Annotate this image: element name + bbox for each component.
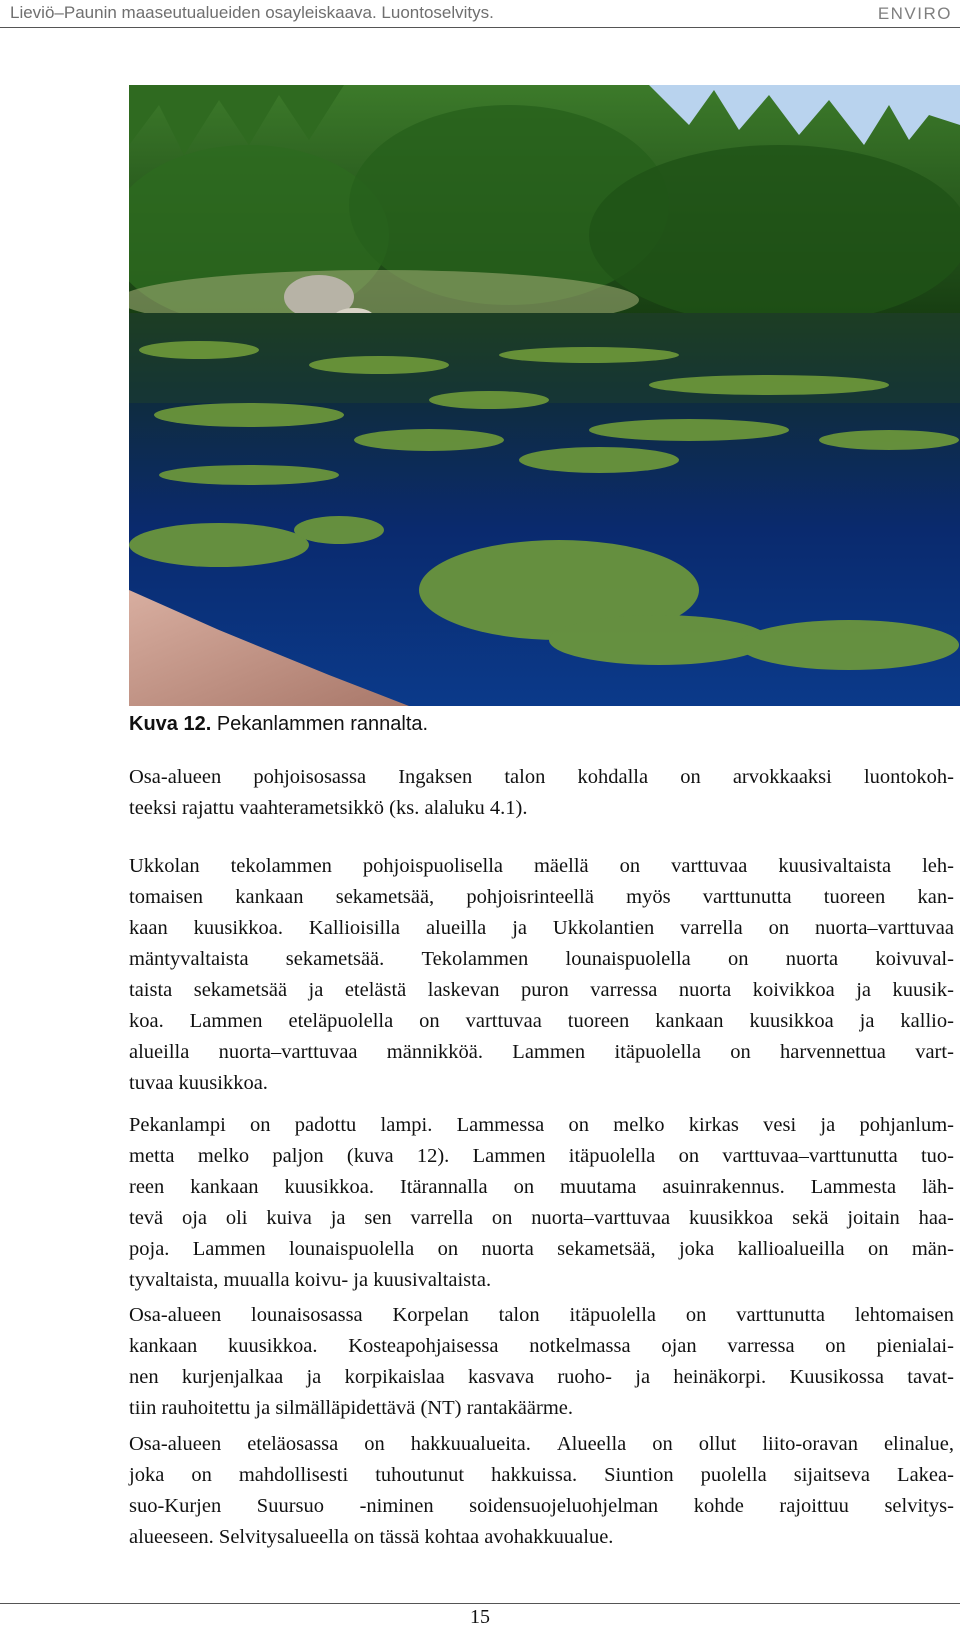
footer-divider (0, 1603, 960, 1604)
text-line: nen kurjenjalkaa ja korpikaislaa kasvava ruoho- ja heinäkorpi. Kuusikossa tavat- (129, 1366, 954, 1388)
enviro-logo: ENVIRO (877, 4, 952, 23)
text-line: Osa-alueen lounaisosassa Korpelan talon itäpuolella on varttunutta lehtomaisen (129, 1304, 954, 1326)
text-line: koa. Lammen eteläpuolella on varttuvaa tuoreen kankaan kuusikkoa ja kallio- (129, 1010, 954, 1032)
text-line: tyvaltaista, muualla koivu- ja kuusivaltaista. (129, 1269, 492, 1291)
text-line: reen kankaan kuusikkoa. Itärannalla on muutama asuinrakennus. Lammesta läh- (129, 1176, 954, 1198)
figure-caption (129, 713, 428, 736)
text-line: Osa-alueen pohjoisosassa Ingaksen talon kohdalla on arvokkaaksi luontokoh- (129, 766, 954, 788)
figure-label: Kuva 12. (129, 713, 212, 735)
text-line: tomaisen kankaan sekametsää, pohjoisrinteellä myös varttunutta tuoreen kan- (129, 886, 954, 908)
text-line: teeksi rajattu vaahterametsikkö (ks. alaluku 4.1). (129, 797, 528, 819)
text-line: suo-Kurjen Suursuo -niminen soidensuojeluohjelman kohde rajoittuu selvitys- (129, 1495, 954, 1517)
text-line: alueilla nuorta–varttuvaa männikköä. Lammen itäpuolella on harvennettua vart- (129, 1041, 954, 1063)
text-line: Ukkolan tekolammen pohjoispuolisella mäellä on varttuvaa kuusivaltaista leh- (129, 855, 954, 877)
figure-caption-text: Pekanlammen rannalta. (216, 713, 429, 735)
lake-photo (129, 85, 960, 706)
paragraph (129, 1300, 954, 1424)
paragraph (129, 762, 954, 824)
text-line: metta melko paljon (kuva 12). Lammen itäpuolella on varttuvaa–varttunutta tuo- (129, 1145, 954, 1167)
paragraph (129, 1429, 954, 1553)
text-line: joka on mahdollisesti tuhoutunut hakkuissa. Siuntion puolella sijaitseva Lakea- (129, 1464, 954, 1486)
text-line: poja. Lammen lounaispuolella on nuorta sekametsää, joka kallioalueilla on män- (129, 1238, 954, 1260)
text-line: mäntyvaltaista sekametsää. Tekolammen lounaispuolella on nuorta koivuval- (129, 948, 954, 970)
text-line: Osa-alueen eteläosassa on hakkuualueita. Alueella on ollut liito-oravan elinalue, (129, 1433, 954, 1455)
text-line: Pekanlampi on padottu lampi. Lammessa on melko kirkas vesi ja pohjanlum- (129, 1114, 954, 1136)
paragraph (129, 851, 954, 1099)
text-line: kaan kuusikkoa. Kallioisilla alueilla ja Ukkolantien varrella on nuorta–varttuvaa (129, 917, 954, 939)
header-divider (0, 27, 960, 28)
text-line: kankaan kuusikkoa. Kosteapohjaisessa notkelmassa ojan varressa on pienialai- (129, 1335, 954, 1357)
text-line: tevä oja oli kuiva ja sen varrella on nuorta–varttuvaa kuusikkoa sekä joitain haa- (129, 1207, 954, 1229)
page-number: 15 (470, 1606, 490, 1628)
text-line: alueeseen. Selvitysalueella on tässä kohtaa avohakkuualue. (129, 1526, 614, 1548)
paragraph (129, 1110, 954, 1296)
text-line: tiin rauhoitettu ja silmälläpidettävä (NT) rantakäärme. (129, 1397, 573, 1419)
page-header (0, 0, 960, 32)
text-line: taista sekametsää ja etelästä laskevan puron varressa nuorta koivikkoa ja kuusik- (129, 979, 954, 1001)
text-line: tuvaa kuusikkoa. (129, 1072, 268, 1094)
document-title: Lieviö–Paunin maaseutualueiden osayleiskaava. Luontoselvitys. (10, 3, 494, 22)
